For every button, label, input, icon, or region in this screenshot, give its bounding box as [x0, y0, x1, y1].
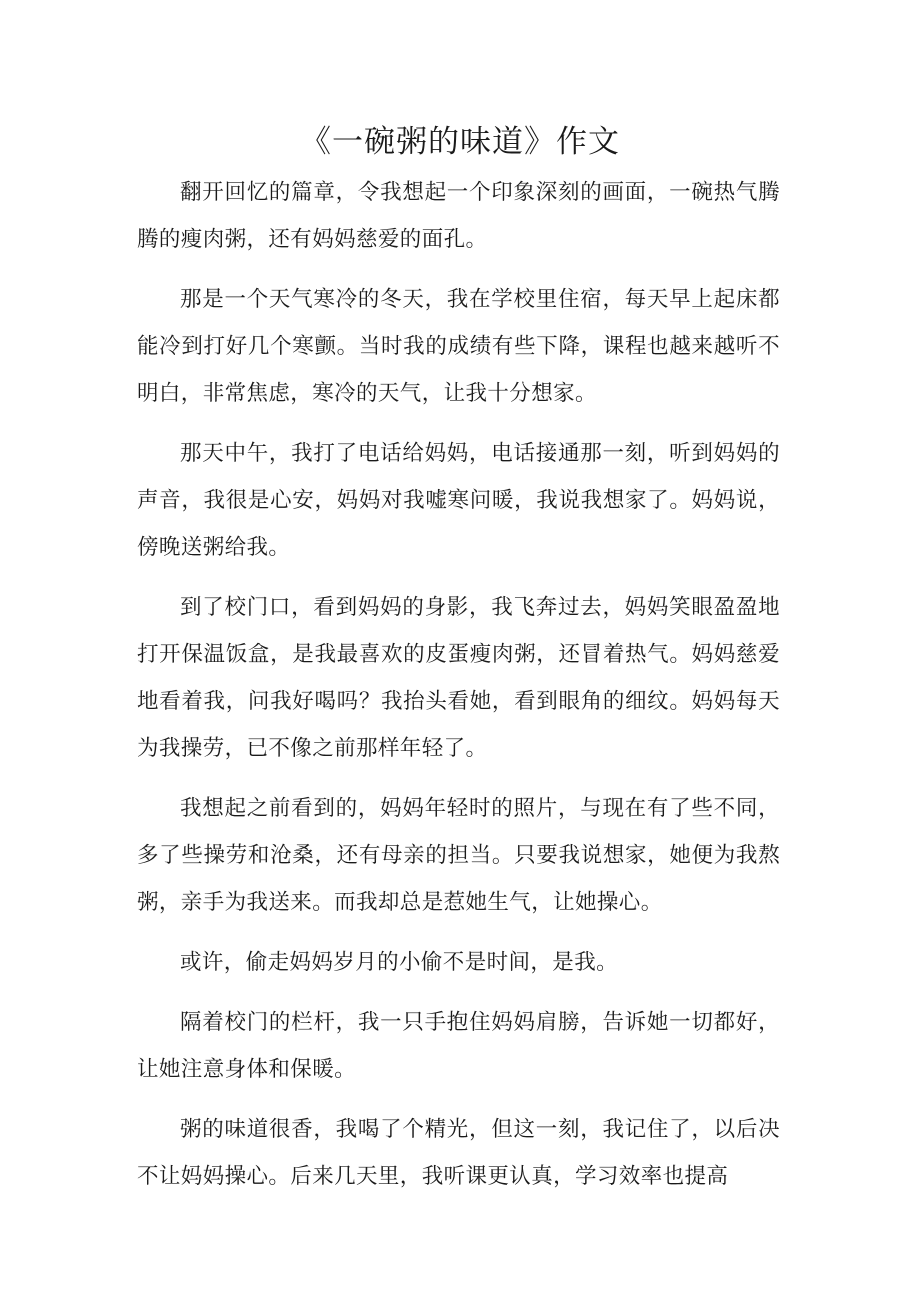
paragraph-5: 我想起之前看到的，妈妈年轻时的照片，与现在有了些不同，多了些操劳和沧桑，还有母亲的担当。只要我说想家，她便为我熬粥，亲手为我送来。而我却总是惹她生气，让她操心。	[137, 796, 780, 915]
paragraph-1: 翻开回忆的篇章，令我想起一个印象深刻的画面，一碗热气腾腾的瘦肉粥，还有妈妈慈爱的面孔。	[137, 180, 780, 252]
paragraph-6: 或许，偷走妈妈岁月的小偷不是时间，是我。	[180, 950, 619, 975]
paragraph-8: 粥的味道很香，我喝了个精光，但这一刻，我记住了，以后决不让妈妈操心。后来几天里，我听课更认真，学习效率也提高	[137, 1117, 780, 1189]
paragraph-3: 那天中午，我打了电话给妈妈，电话接通那一刻，听到妈妈的声音，我很是心安，妈妈对我嘘寒问暖，我说我想家了。妈妈说，傍晚送粥给我。	[137, 441, 780, 560]
document-body	[137, 169, 780, 1213]
paragraph-2: 那是一个天气寒冷的冬天，我在学校里住宿，每天早上起床都能冷到打好几个寒颤。当时我的成绩有些下降，课程也越来越听不明白，非常焦虑，寒冷的天气，让我十分想家。	[137, 287, 780, 406]
document-title: 《一碗粥的味道》作文	[300, 124, 620, 160]
paragraph-7: 隔着校门的栏杆，我一只手抱住妈妈肩膀，告诉她一切都好，让她注意身体和保暖。	[137, 1010, 780, 1082]
paragraph-4: 到了校门口，看到妈妈的身影，我飞奔过去，妈妈笑眼盈盈地打开保温饭盒，是我最喜欢的皮蛋瘦肉粥，还冒着热气。妈妈慈爱地看着我，问我好喝吗？我抬头看她，看到眼角的细纹。妈妈每天为我操劳，已不像之前那样年轻了。	[137, 595, 780, 761]
